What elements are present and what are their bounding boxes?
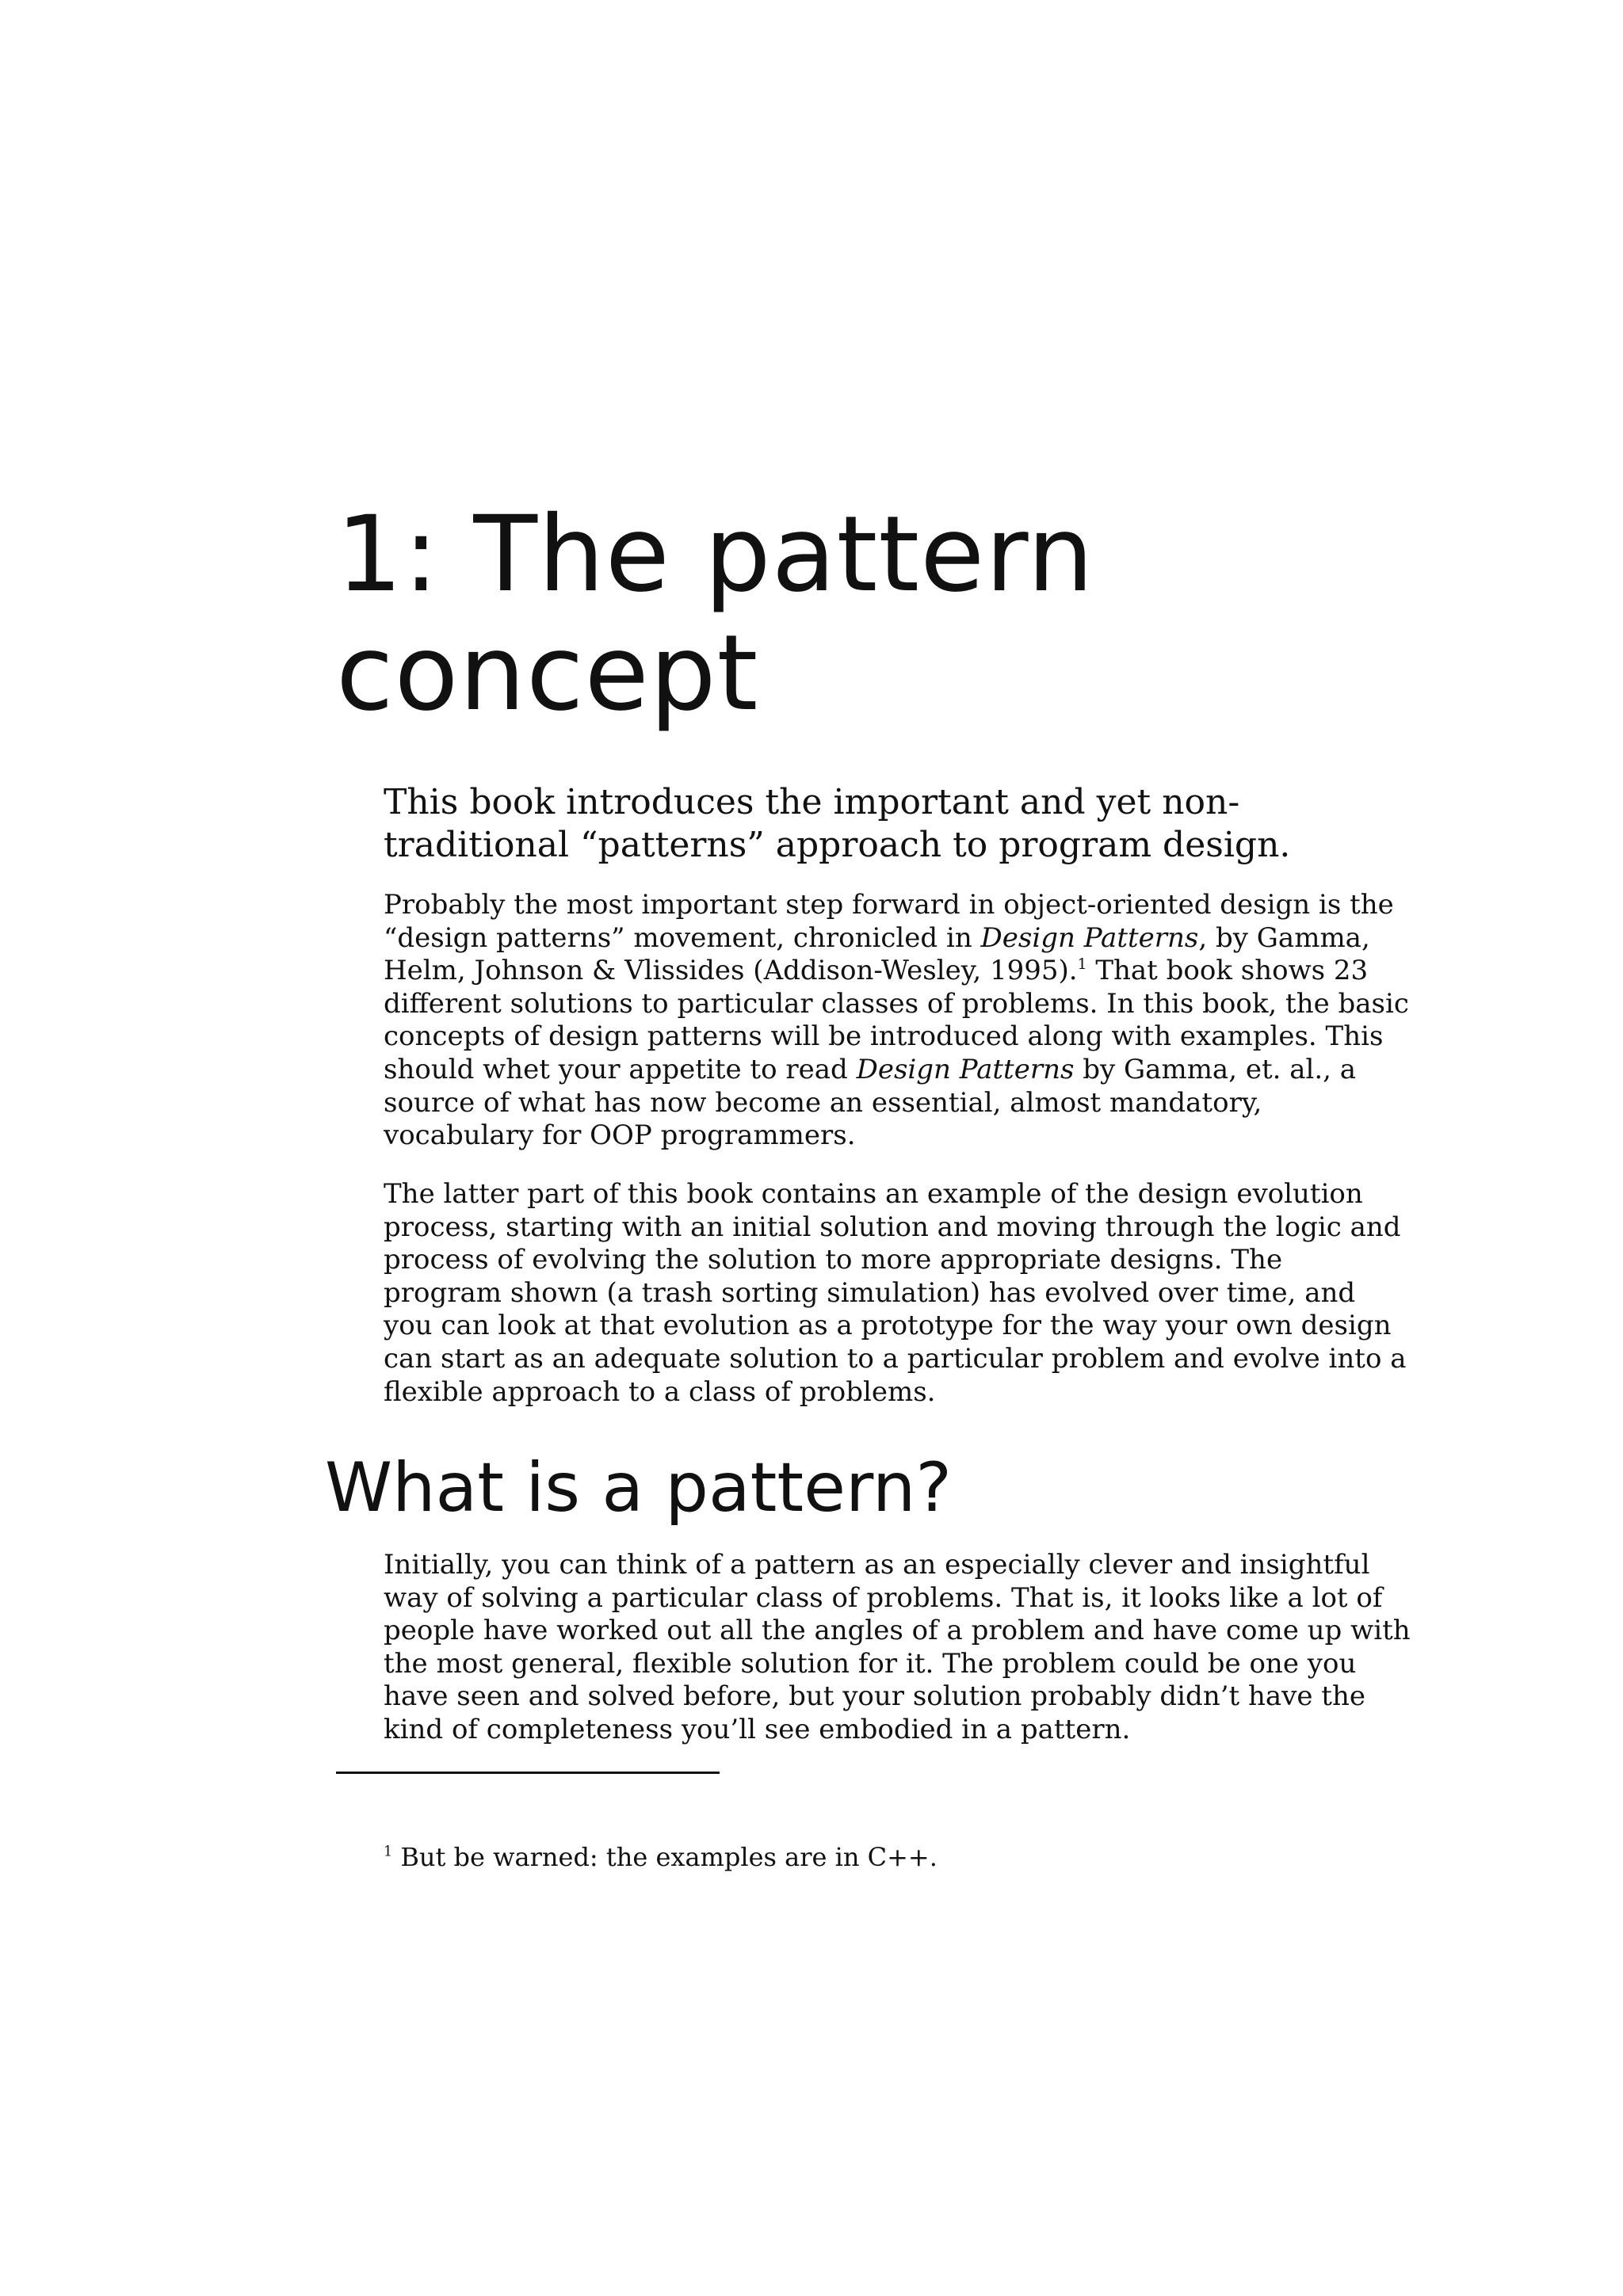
intro-line: traditional “patterns” approach to program design. xyxy=(384,825,1291,865)
chapter-title-line-1: 1: The pattern xyxy=(336,494,1094,616)
paragraph-design-patterns xyxy=(384,889,1409,1153)
paragraph-line: the most general, flexible solution for it. The problem could be one you xyxy=(384,1647,1357,1680)
paragraph-what-is-pattern xyxy=(384,1549,1411,1747)
paragraph-line: different solutions to particular classes of problems. In this book, the basic xyxy=(384,987,1409,1020)
section-title: What is a pattern? xyxy=(325,1448,953,1527)
chapter-title-line-2: concept xyxy=(336,612,759,734)
paragraph-line: The latter part of this book contains an example of the design evolution xyxy=(384,1178,1363,1210)
chapter-title xyxy=(336,495,1445,733)
footnote-marker: 1 xyxy=(384,1844,393,1860)
paragraph-line: have seen and solved before, but your solution probably didn’t have the xyxy=(384,1680,1365,1713)
paragraph-line: source of what has now become an essential, almost mandatory, xyxy=(384,1086,1262,1119)
paragraph-line: flexible approach to a class of problems. xyxy=(384,1375,936,1408)
footnote-text: But be warned: the examples are in C++. xyxy=(392,1842,938,1872)
book-title-italic: Design Patterns xyxy=(980,921,1199,954)
paragraph-line: way of solving a particular class of problems. That is, it looks like a lot of xyxy=(384,1581,1383,1614)
paragraph-line: process of evolving the solution to more appropriate designs. The xyxy=(384,1244,1283,1276)
paragraph-line: should whet your appetite to read Design Patterns by Gamma, et. al., a xyxy=(384,1053,1357,1085)
chapter-intro xyxy=(384,781,1358,867)
paragraph-line: Helm, Johnson & Vlissides (Addison-Wesley, 1995).$^1$ That book shows 23 xyxy=(384,955,1369,987)
intro-line: This book introduces the important and yet non- xyxy=(384,782,1240,822)
paragraph-line: Probably the most important step forward in object-oriented design is the xyxy=(384,889,1394,921)
footnote xyxy=(384,1841,938,1873)
footnote-divider xyxy=(336,1772,720,1774)
paragraph-line: process, starting with an initial solution and moving through the logic and xyxy=(384,1211,1401,1243)
paragraph-line: vocabulary for OOP programmers. xyxy=(384,1119,856,1152)
paragraph-design-evolution xyxy=(384,1178,1407,1409)
book-title-italic: Design Patterns xyxy=(856,1053,1075,1085)
paragraph-line: “design patterns” movement, chronicled in Design Patterns, by Gamma, xyxy=(384,921,1370,954)
paragraph-line: concepts of design patterns will be introduced along with examples. This xyxy=(384,1020,1384,1053)
paragraph-line: can start as an adequate solution to a particular problem and evolve into a xyxy=(384,1342,1407,1375)
paragraph-line: kind of completeness you’ll see embodied in a pattern. xyxy=(384,1713,1131,1745)
paragraph-line: people have worked out all the angles of a problem and have come up with xyxy=(384,1615,1411,1647)
paragraph-line: you can look at that evolution as a prototype for the way your own design xyxy=(384,1310,1392,1342)
paragraph-line: program shown (a trash sorting simulation) has evolved over time, and xyxy=(384,1276,1356,1309)
footnote-reference[interactable]: 1 xyxy=(1077,956,1087,974)
paragraph-line: Initially, you can think of a pattern as an especially clever and insightful xyxy=(384,1549,1370,1581)
